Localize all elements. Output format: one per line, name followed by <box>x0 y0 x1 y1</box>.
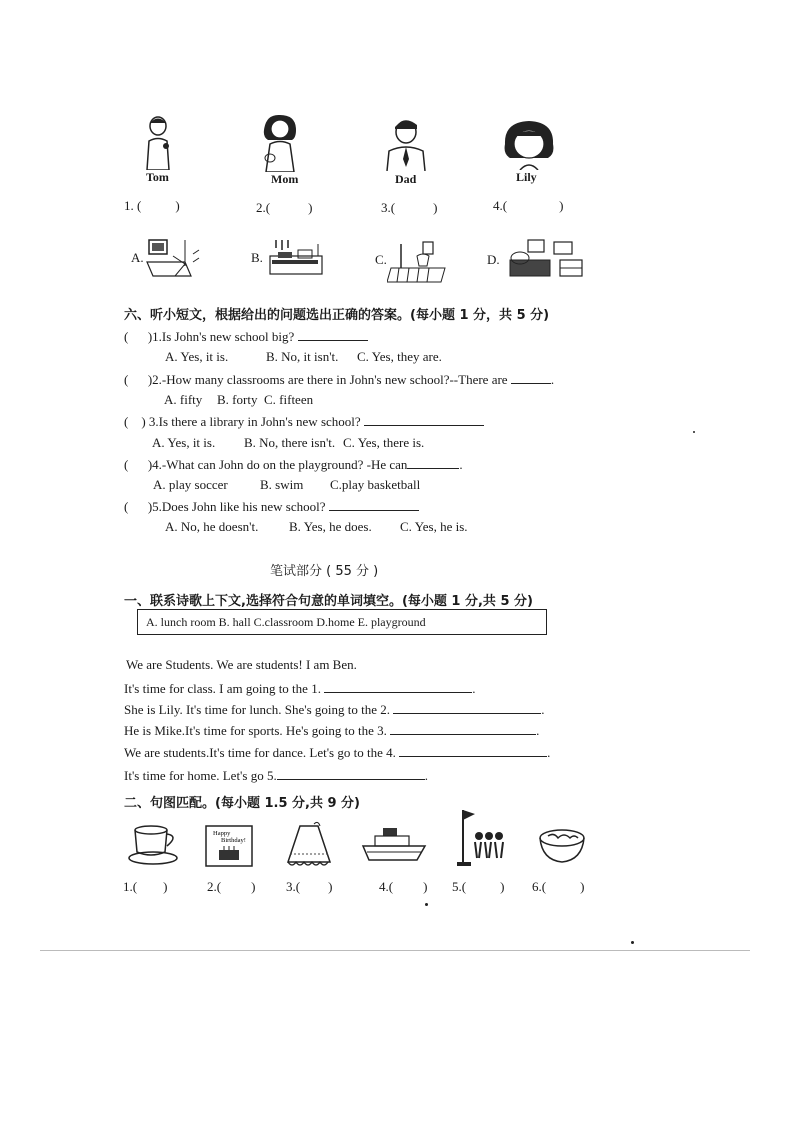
poem-line-1: We are Students. We are students! I am Ben. <box>126 657 357 672</box>
scene-c-bathroom <box>387 238 449 284</box>
s6-q3-option-b[interactable]: B. No, there isn't. <box>244 435 336 450</box>
card-text-birthday: Birthday! <box>221 837 246 844</box>
soup-bowl-icon <box>536 826 588 866</box>
s6-q4-option-b[interactable]: B. swim <box>260 477 304 492</box>
answer-slot-2[interactable]: 2.( ) <box>256 200 313 215</box>
kitchen-icon <box>268 236 326 282</box>
dad-figure <box>383 115 429 171</box>
ship-picture <box>361 824 427 864</box>
soup-bowl-picture <box>536 826 588 866</box>
skirt-picture <box>284 820 334 870</box>
answer-slot-4[interactable]: 4.( ) <box>493 198 564 213</box>
character-name-dad: Dad <box>395 172 417 186</box>
poem-line-2: It's time for class. I am going to the 1. . <box>124 681 476 696</box>
mom-figure <box>258 112 302 172</box>
dad-figure-icon <box>383 115 429 171</box>
match-slot-6[interactable]: 6.( ) <box>532 879 585 894</box>
s6-q1-option-c[interactable]: C. Yes, they are. <box>357 349 442 364</box>
s6-q1-option-b[interactable]: B. No, it isn't. <box>266 349 339 364</box>
s6-q4-option-c[interactable]: C.play basketball <box>330 477 421 492</box>
scene-b-kitchen <box>268 236 326 282</box>
tea-cup-picture <box>127 822 183 866</box>
match-slot-5[interactable]: 5.( ) <box>452 879 505 894</box>
poem-line-5: We are students.It's time for dance. Let's go to the 4. . <box>124 745 551 760</box>
s6-q5-option-a[interactable]: A. No, he doesn't. <box>165 519 259 534</box>
lily-figure-icon <box>500 118 558 170</box>
scene-option-b-label: B. <box>251 250 263 265</box>
written-part-title: 笔试部分 ( 55 分 ) <box>270 564 379 579</box>
s6-q1-option-a[interactable]: A. Yes, it is. <box>165 349 229 364</box>
tea-cup-icon <box>127 822 183 866</box>
scan-dot <box>631 941 634 944</box>
s6-q1: ( )1.Is John's new school big? <box>124 328 368 345</box>
s6-q3-option-a[interactable]: A. Yes, it is. <box>152 435 216 450</box>
tom-figure <box>138 114 178 170</box>
ship-icon <box>361 824 427 864</box>
scene-a-classroom <box>145 236 203 282</box>
scan-dot <box>425 903 428 906</box>
s6-q5: ( )5.Does John like his new school? <box>124 498 419 515</box>
s6-q4-option-a[interactable]: A. play soccer <box>153 477 228 492</box>
lily-figure <box>500 118 558 170</box>
character-name-lily: Lily <box>516 170 537 184</box>
part2-heading: 二、句图匹配。(每小题 1.5 分,共 9 分) <box>124 796 360 811</box>
s6-q2-option-c[interactable]: C. fifteen <box>264 392 314 407</box>
scene-option-d-label: D. <box>487 252 500 267</box>
answer-slot-3[interactable]: 3.( ) <box>381 200 438 215</box>
s6-q2-option-a[interactable]: A. fifty <box>164 392 203 407</box>
bathroom-icon <box>387 238 449 284</box>
skirt-icon <box>284 820 334 870</box>
tom-figure-icon <box>138 114 178 170</box>
flag-kids-picture <box>455 806 511 868</box>
s6-q2: ( )2.-How many classrooms are there in John's new school?--There are . <box>124 372 555 387</box>
part1-heading: 一、联系诗歌上下文,选择符合句意的单词填空。(每小题 1 分,共 5 分) <box>124 594 533 609</box>
section6-heading: 六、听小短文，根据给出的问题选出正确的答案。(每小题 1 分，共 5 分) <box>124 308 550 323</box>
scan-dot <box>693 431 695 433</box>
birthday-card-picture <box>204 824 254 868</box>
birthday-card-icon <box>204 824 254 868</box>
computer-desk-icon <box>145 236 203 282</box>
poem-line-6: It's time for home. Let's go 5. . <box>124 768 428 783</box>
mom-figure-icon <box>258 112 302 172</box>
answer-slot-1[interactable]: 1. ( ) <box>124 198 180 213</box>
match-slot-1[interactable]: 1.( ) <box>123 879 168 894</box>
s6-q4: ( )4.-What can John do on the playground? -He can . <box>124 457 463 472</box>
s6-q3: ( ) 3.Is there a library in John's new school? <box>124 413 484 430</box>
s6-q5-option-b[interactable]: B. Yes, he does. <box>289 519 372 534</box>
match-slot-3[interactable]: 3.( ) <box>286 879 333 894</box>
word-box-text: A. lunch room B. hall C.classroom D.home E. playground <box>146 615 426 629</box>
page-bottom-rule <box>40 950 750 951</box>
poem-line-4: He is Mike.It's time for sports. He's going to the 3. . <box>124 723 540 738</box>
s6-q3-option-c[interactable]: C. Yes, there is. <box>343 435 425 450</box>
match-slot-2[interactable]: 2.( ) <box>207 879 256 894</box>
poem-line-3: She is Lily. It's time for lunch. She's going to the 2. . <box>124 702 545 717</box>
s6-q2-option-b[interactable]: B. forty <box>217 392 258 407</box>
bedroom-icon <box>506 236 588 278</box>
character-name-tom: Tom <box>146 170 169 184</box>
flag-pole-icon <box>455 806 511 868</box>
scene-option-c-label: C. <box>375 252 387 267</box>
card-text-happy: Happy <box>213 830 231 837</box>
s6-q5-option-c[interactable]: C. Yes, he is. <box>400 519 468 534</box>
scene-d-bedroom <box>506 236 588 278</box>
character-name-mom: Mom <box>271 172 299 186</box>
match-slot-4[interactable]: 4.( ) <box>379 879 428 894</box>
scene-option-a-label: A. <box>131 250 144 265</box>
